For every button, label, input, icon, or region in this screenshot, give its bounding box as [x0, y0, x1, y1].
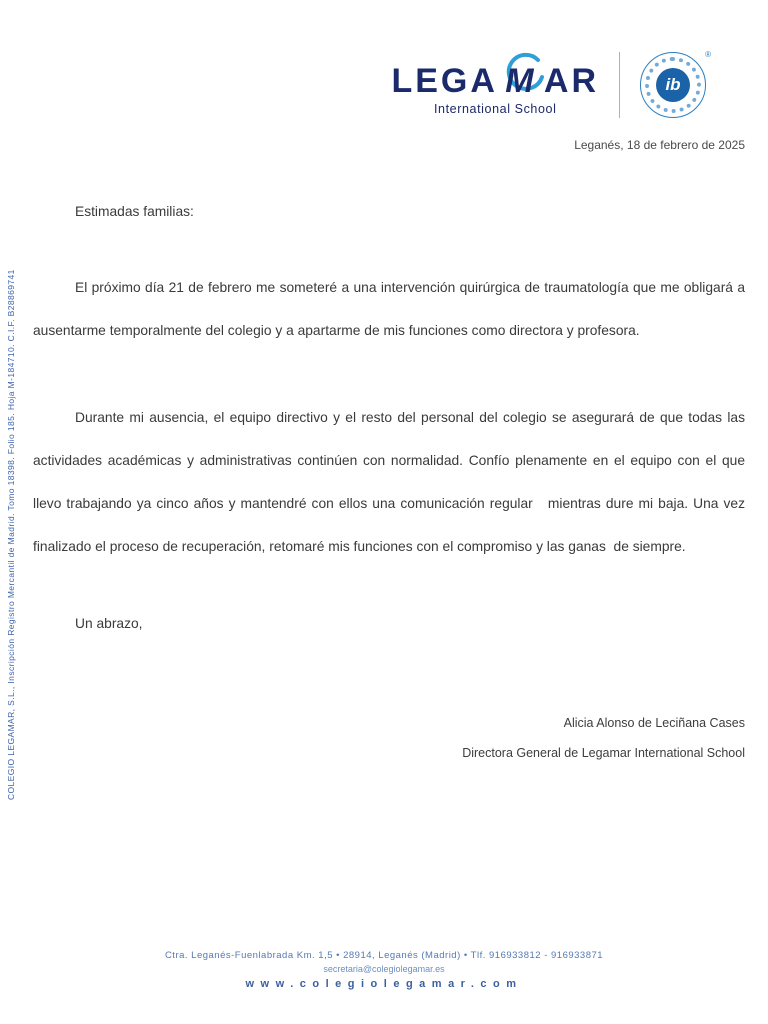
footer-address: Ctra. Leganés-Fuenlabrada Km. 1,5 • 28914, Leganés (Madrid) • Tlf. 916933812 - 916933871 [164, 950, 604, 961]
footer-email: secretaria@colegiolegamar.es [323, 964, 445, 974]
registration-vertical-text: COLEGIO LEGAMAR, S.L., Inscripción Registro Mercantil de Madrid. Tomo 18398. Folio 185. Hoja M-184710. C.I.F. B28869741 [6, 269, 16, 800]
salutation: Estimadas familias: [75, 204, 194, 219]
ib-logo-center: ib [656, 68, 690, 102]
logo-text-ar: AR [543, 62, 599, 100]
legamar-logo-wordmark [391, 54, 599, 98]
paragraph-2: Durante mi ausencia, el equipo directivo y el resto del personal del colegio se asegurará de que todas las actividades académicas y administrativas continúen con normalidad. Confío plenamente en el equipo con el que llevo trabajando ya cinco años y mantendré con ellos una comunicación regular mientras dure mi baja. Una vez finalizado el proceso de recuperación, retomaré mis funciones con el compromiso y las ganas de siempre. [33, 410, 749, 554]
registered-trademark-icon: ® [705, 50, 711, 59]
letter-date: Leganés, 18 de febrero de 2025 [574, 138, 745, 152]
letterhead [0, 0, 768, 118]
signature-block [33, 708, 745, 768]
ib-logo-icon [640, 50, 711, 118]
logo-text-lega: LEGA [391, 62, 498, 100]
footer [0, 950, 768, 990]
signature-title: Directora General de Legamar International School [462, 746, 745, 760]
logo-text-m: M [505, 62, 537, 100]
footer-website: www.colegiolegamar.com [245, 978, 523, 990]
paragraph-1: El próximo día 21 de febrero me someteré a una intervención quirúrgica de traumatología que me obligará a ausentarme temporalmente del colegio y a apartarme de mis funciones como directora y profesora. [33, 280, 749, 338]
closing: Un abrazo, [75, 616, 143, 631]
logo-subtitle: International School [433, 102, 557, 116]
letterhead-divider [619, 52, 620, 118]
legamar-logo [391, 54, 599, 116]
letter-body [33, 202, 749, 768]
logo-m-swoosh-icon [498, 54, 544, 98]
signature-name: Alicia Alonso de Leciñana Cases [563, 716, 745, 730]
